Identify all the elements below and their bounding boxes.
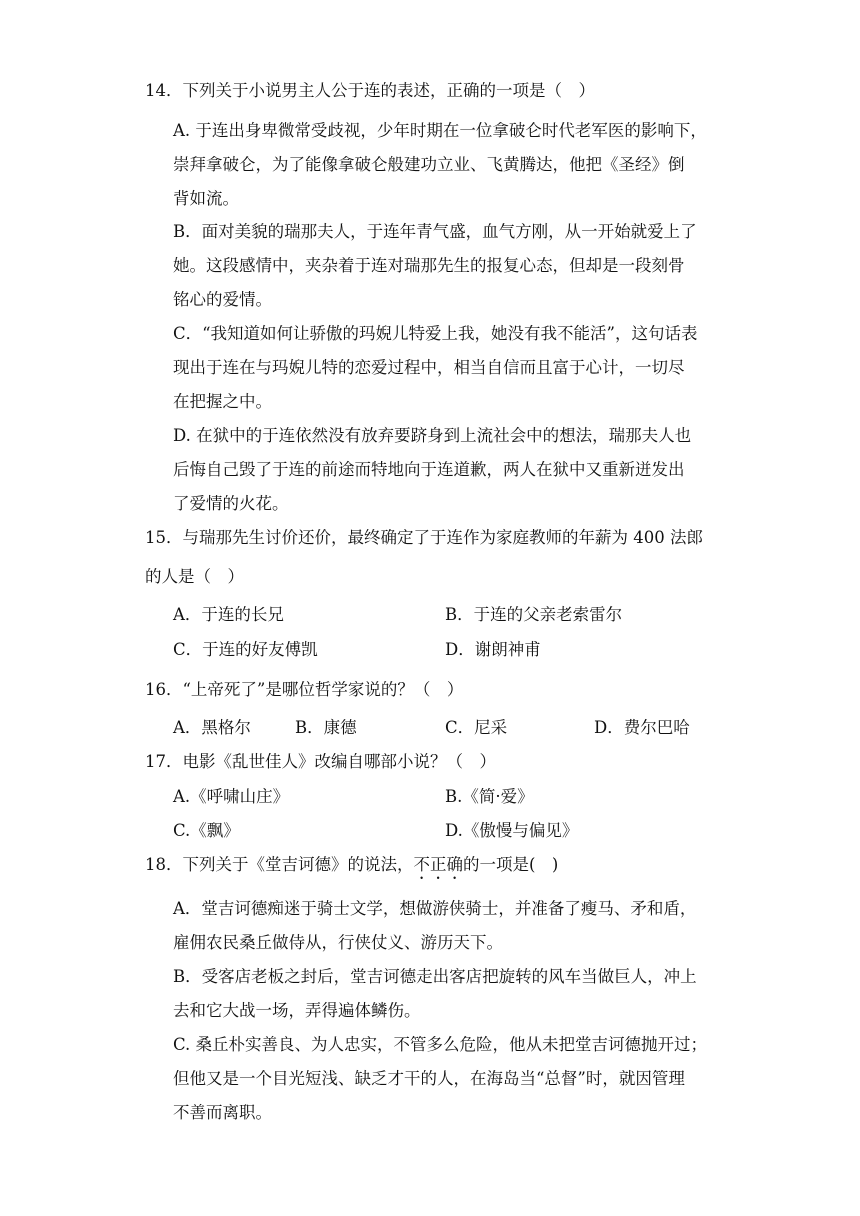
question-15-stem-line2: 的人是（ ） (145, 567, 244, 586)
question-15-stem-line1: 15．与瑞那先生讨价还价，最终确定了于连作为家庭教师的年薪为 400 法郎 (145, 528, 703, 547)
q18-stem-suffix: 的一项是( ) (463, 855, 559, 874)
q14-option-c-line3: 在把握之中。 (173, 392, 272, 411)
question-16-stem: 16．“上帝死了”是哪位哲学家说的？（ ） (145, 680, 464, 699)
q15-option-a: A．于连的长兄 (173, 605, 284, 624)
q18-stem-emphasis: 不正确 (413, 855, 463, 874)
q15-option-d: D．谢朗神甫 (445, 640, 541, 659)
q14-option-b-line1: B．面对美貌的瑞那夫人，于连年青气盛，血气方刚，从一开始就爱上了 (173, 222, 697, 241)
q18-option-c-line3: 不善而离职。 (173, 1103, 272, 1122)
q18-option-c-line1: C. 桑丘朴实善良、为人忠实，不管多么危险，他从未把堂吉诃德抛开过； (173, 1035, 708, 1054)
q16-option-b: B．康德 (295, 718, 357, 737)
q18-option-a-line2: 雇佣农民桑丘做侍从，行侠仗义、游历天下。 (173, 933, 503, 952)
q14-option-a-line3: 背如流。 (173, 189, 239, 208)
q17-option-c: C.《飘》 (173, 821, 240, 840)
q14-option-c-line1: C．“我知道如何让骄傲的玛婗儿特爱上我，她没有我不能活”，这句话表 (173, 324, 698, 343)
q15-option-c: C．于连的好友傅凯 (173, 640, 318, 659)
q14-option-d-line2: 后悔自己毁了于连的前途而特地向于连道歉，两人在狱中又重新迸发出 (173, 460, 685, 479)
q14-option-c-line2: 现出于连在与玛婗儿特的恋爱过程中，相当自信而且富于心计，一切尽 (173, 358, 685, 377)
q14-option-a-line2: 崇拜拿破仑，为了能像拿破仑般建功立业、飞黄腾达，他把《圣经》倒 (173, 155, 685, 174)
q14-option-b-line3: 铭心的爱情。 (173, 290, 272, 309)
question-14-stem: 14．下列关于小说男主人公于连的表述，正确的一项是（ ） (145, 81, 595, 100)
q16-option-c: C．尼采 (445, 718, 508, 737)
q14-option-d-line1: D. 在狱中的于连依然没有放弃要跻身到上流社会中的想法，瑞那夫人也 (173, 426, 692, 445)
q18-stem-prefix: 18．下列关于《堂吉诃德》的说法， (145, 855, 414, 874)
q16-option-d: D．费尔巴哈 (594, 718, 690, 737)
q18-option-a-line1: A．堂吉诃德痴迷于骑士文学，想做游侠骑士，并准备了瘦马、矛和盾， (173, 899, 697, 918)
q17-option-b: B.《简·爱》 (445, 787, 534, 806)
q17-option-a: A.《呼啸山庄》 (173, 787, 290, 806)
q14-option-a-line1: A. 于连出身卑微常受歧视，少年时期在一位拿破仑时代老军医的影响下， (173, 121, 707, 140)
question-17-stem: 17．电影《乱世佳人》改编自哪部小说？（ ） (145, 752, 496, 771)
question-18-stem (145, 851, 558, 883)
q18-option-b-line1: B．受客店老板之封后，堂吉诃德走出客店把旋转的风车当做巨人，冲上 (173, 967, 697, 986)
q14-option-b-line2: 她。这段感情中，夹杂着于连对瑞那先生的报复心态，但却是一段刻骨 (173, 256, 685, 275)
q18-option-b-line2: 去和它大战一场，弄得遍体鳞伤。 (173, 1001, 421, 1020)
q18-option-c-line2: 但他又是一个目光短浅、缺乏才干的人，在海岛当“总督”时，就因管理 (173, 1069, 685, 1088)
q16-option-a: A．黑格尔 (173, 718, 251, 737)
q17-option-d: D.《傲慢与偏见》 (445, 821, 579, 840)
q15-option-b: B．于连的父亲老索雷尔 (445, 605, 623, 624)
q14-option-d-line3: 了爱情的火花。 (173, 494, 289, 513)
